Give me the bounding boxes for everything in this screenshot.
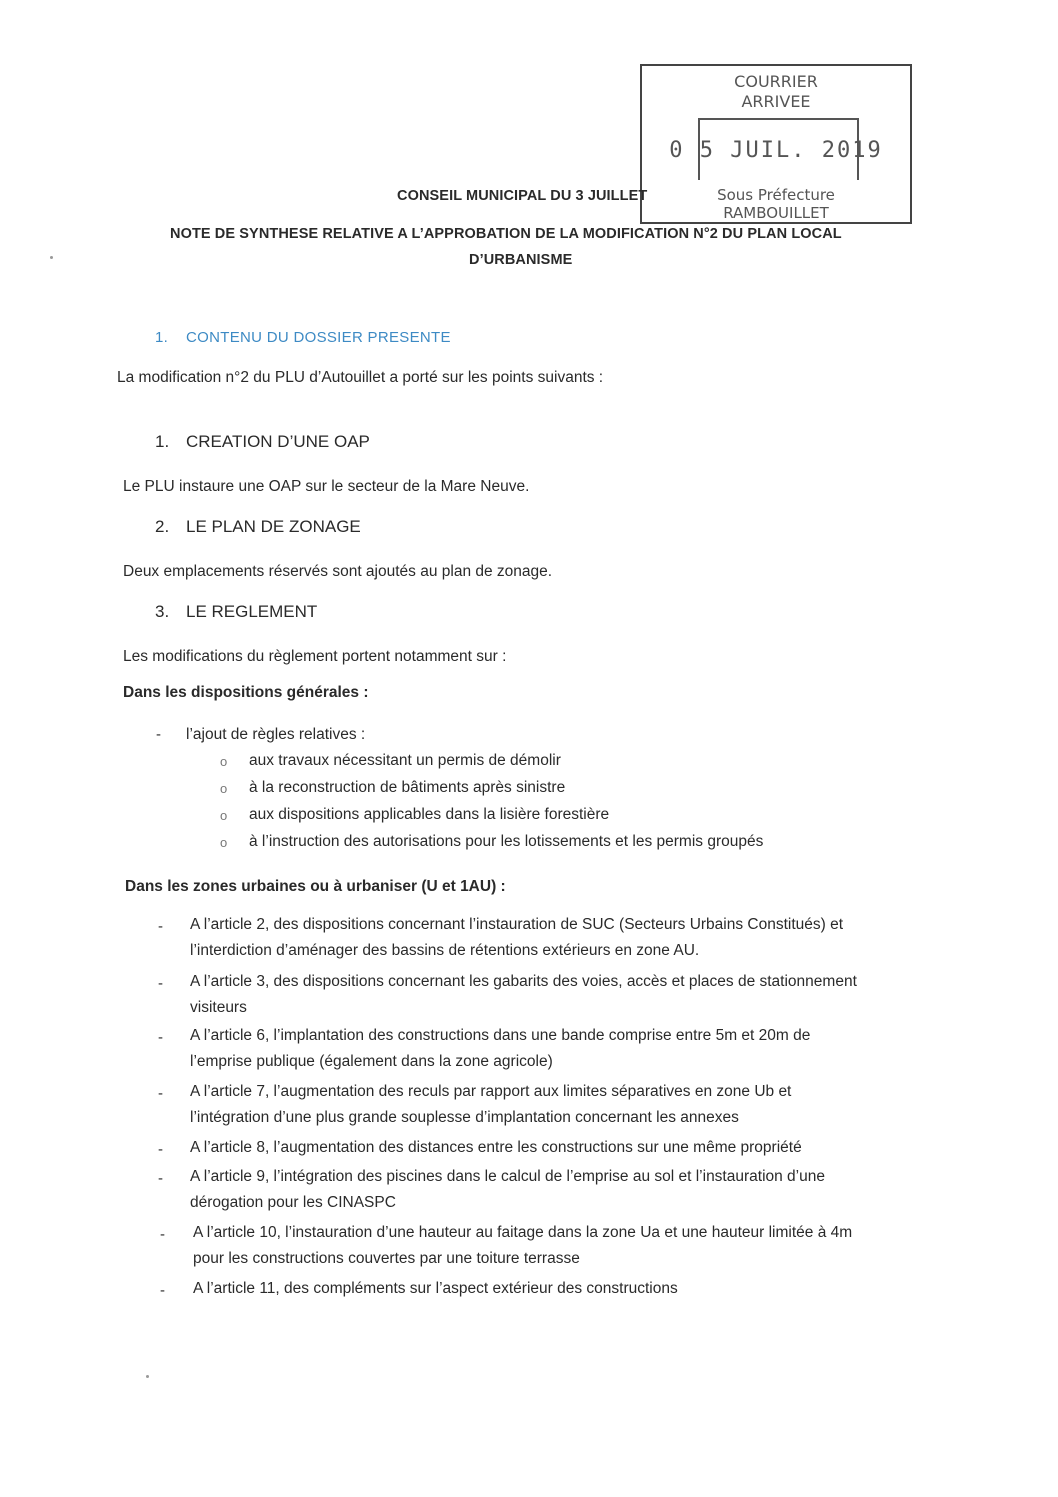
urban-bullet-line: A l’article 2, des dispositions concernant l’instauration de SUC (Secteurs Urbains Constitués) et — [190, 916, 844, 933]
page-subtitle: NOTE DE SYNTHESE RELATIVE A L’APPROBATION DE LA MODIFICATION N°2 DU PLAN LOCAL — [170, 226, 842, 242]
dash-bullet: - — [160, 1282, 165, 1299]
stamp-line-rambouillet: RAMBOUILLET — [723, 204, 829, 222]
urban-bullet-line: l’intégration d’une plus grande souplesse d’implantation concernant les annexes — [190, 1109, 739, 1126]
circle-bullet-icon: o — [220, 835, 228, 850]
urban-bullet-line: A l’article 10, l’instauration d’une hauteur au faitage dans la zone Ua et une hauteur limitée à 4m — [193, 1224, 853, 1241]
circle-bullet-icon: o — [220, 781, 228, 796]
urban-heading: Dans les zones urbaines ou à urbaniser (U et 1AU) : — [125, 878, 506, 895]
urban-bullet-line: visiteurs — [190, 999, 247, 1016]
page-title: CONSEIL MUNICIPAL DU 3 JUILLET — [397, 188, 648, 204]
general-heading: Dans les dispositions générales : — [123, 684, 369, 701]
scan-speck — [50, 256, 53, 259]
general-subitem: aux travaux nécessitant un permis de démolir — [249, 752, 561, 769]
dash-bullet: - — [156, 726, 161, 743]
dash-bullet: - — [158, 918, 163, 935]
urban-bullet-line: A l’article 6, l’implantation des constructions dans une bande comprise entre 5m et 20m de — [190, 1027, 811, 1044]
item-1-heading: CREATION D’UNE OAP — [186, 432, 370, 451]
item-2-heading: LE PLAN DE ZONAGE — [186, 517, 361, 536]
general-bullet: l’ajout de règles relatives : — [186, 726, 366, 743]
item-3-text: Les modifications du règlement portent notamment sur : — [123, 648, 507, 665]
urban-bullet-line: pour les constructions couvertes par une toiture terrasse — [193, 1250, 580, 1267]
circle-bullet-icon: o — [220, 808, 228, 823]
dash-bullet: - — [158, 1141, 163, 1158]
dash-bullet: - — [158, 1029, 163, 1046]
section-heading: CONTENU DU DOSSIER PRESENTE — [186, 329, 451, 346]
section-number: 1. — [155, 329, 169, 346]
urban-bullet-line: A l’article 7, l’augmentation des reculs par rapport aux limites séparatives en zone Ub et — [190, 1083, 792, 1100]
page-subtitle-continued: D’URBANISME — [469, 252, 573, 268]
dash-bullet: - — [160, 1226, 165, 1243]
dash-bullet: - — [158, 1085, 163, 1102]
urban-bullet-line: l’interdiction d’aménager des bassins de rétentions extérieurs en zone AU. — [190, 942, 700, 959]
circle-bullet-icon: o — [220, 754, 228, 769]
dash-bullet: - — [158, 975, 163, 992]
urban-bullet-line: A l’article 8, l’augmentation des distances entre les constructions sur une même propriété — [190, 1139, 802, 1156]
scan-speck — [146, 1375, 149, 1378]
stamp-date: 0 5 JUIL. 2019 — [669, 138, 883, 163]
item-1-number: 1. — [155, 432, 170, 451]
urban-bullet-line: dérogation pour les CINASPC — [190, 1194, 396, 1211]
item-1-text: Le PLU instaure une OAP sur le secteur de la Mare Neuve. — [123, 478, 530, 495]
item-3-number: 3. — [155, 602, 170, 621]
stamp-line-arrivee: ARRIVEE — [741, 92, 811, 111]
urban-bullet-line: A l’article 3, des dispositions concernant les gabarits des voies, accès et places de stationnement — [190, 973, 857, 990]
urban-bullet-line: l’emprise publique (également dans la zone agricole) — [190, 1053, 553, 1070]
item-2-text: Deux emplacements réservés sont ajoutés au plan de zonage. — [123, 563, 553, 580]
general-subitem: aux dispositions applicables dans la lisière forestière — [249, 806, 610, 823]
urban-bullet-line: A l’article 9, l’intégration des piscines dans le calcul de l’emprise au sol et l’instauration d’une — [190, 1168, 825, 1185]
urban-bullet-line: A l’article 11, des compléments sur l’aspect extérieur des constructions — [193, 1280, 678, 1297]
stamp-line-courrier: COURRIER — [734, 72, 818, 91]
item-2-number: 2. — [155, 517, 170, 536]
general-subitem: à l’instruction des autorisations pour les lotissements et les permis groupés — [249, 833, 764, 850]
stamp-line-sous-prefecture: Sous Préfecture — [717, 186, 835, 204]
reception-stamp — [640, 64, 912, 224]
general-subitem: à la reconstruction de bâtiments après sinistre — [249, 779, 566, 796]
dash-bullet: - — [158, 1170, 163, 1187]
section-intro: La modification n°2 du PLU d’Autouillet a porté sur les points suivants : — [117, 369, 604, 386]
item-3-heading: LE REGLEMENT — [186, 602, 318, 621]
